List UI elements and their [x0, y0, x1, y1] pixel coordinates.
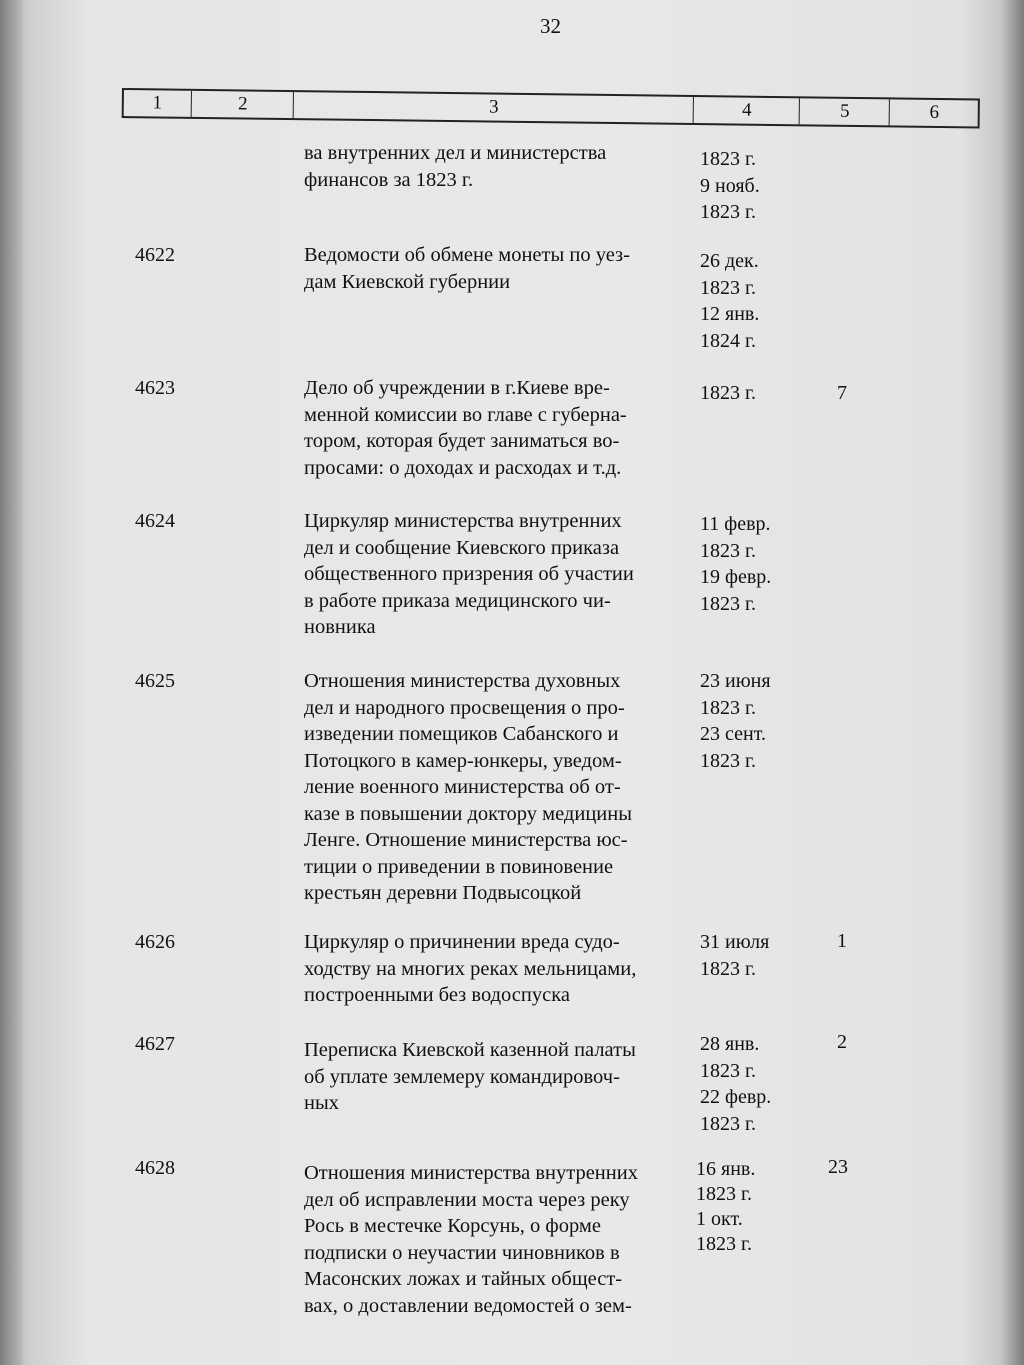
date-line: 22 февр.	[700, 1086, 772, 1108]
entry-description	[304, 242, 684, 295]
description-line: общественного призрения об участии	[304, 563, 634, 585]
page-number: 32	[540, 14, 561, 38]
entry-dates	[700, 668, 800, 774]
entry-number: 4628	[135, 1157, 175, 1179]
date-line: 16 янв.	[696, 1158, 756, 1180]
entry-number: 4625	[135, 670, 175, 692]
column-header-3: 3	[293, 92, 694, 123]
column-header-6: 6	[889, 99, 979, 126]
description-line: крестьян деревни Подвысоцкой	[304, 882, 582, 904]
date-line: 1823 г.	[700, 957, 756, 980]
description-line: в работе приказа медицинского чи-	[304, 589, 611, 612]
date-line: 1823 г.	[700, 696, 756, 719]
description-line: Отношения министерства духовных	[304, 670, 621, 692]
entry-number: 4622	[135, 244, 175, 266]
column-header-2: 2	[191, 91, 294, 118]
column-header-5: 5	[799, 98, 890, 125]
date-line: 9 нояб.	[700, 174, 760, 197]
entry-dates	[696, 1157, 796, 1257]
description-line: Масонских ложах и тайных общест-	[304, 1268, 623, 1290]
date-line: 31 июля	[700, 931, 770, 953]
description-line: Потоцкого в камер-юнкеры, уведом-	[304, 749, 622, 772]
description-line: тиции о приведении в повиновение	[304, 855, 614, 878]
description-line: Ленге. Отношение министерства юс-	[304, 829, 628, 851]
description-line: дам Киевской губернии	[304, 270, 511, 293]
description-line: ва внутренних дел и министерства	[304, 142, 607, 164]
entry-number: 4624	[135, 510, 175, 532]
column-header-1: 1	[152, 92, 163, 114]
date-line: 11 февр.	[700, 513, 771, 535]
entry-dates	[700, 380, 800, 407]
date-line: 1823 г.	[696, 1233, 752, 1255]
date-line: 1823 г.	[700, 1059, 756, 1082]
description-line: Рось в местечке Корсунь, о форме	[304, 1215, 601, 1237]
description-line: казе в повышении доктору медицины	[304, 802, 633, 825]
date-line: 26 дек.	[700, 250, 759, 272]
date-line: 1823 г.	[700, 148, 756, 170]
entry-description	[304, 1160, 684, 1319]
date-line: 1823 г.	[700, 1112, 756, 1135]
entry-dates	[700, 929, 800, 982]
description-line: дел и сообщение Киевского приказа	[304, 536, 620, 559]
description-line: об уплате землемеру командировоч-	[304, 1065, 620, 1088]
entry-description	[304, 1037, 684, 1117]
date-line: 1823 г.	[700, 382, 756, 404]
page-edge	[0, 0, 22, 1365]
date-line: 1 окт.	[696, 1208, 743, 1230]
description-line: дел и народного просвещения о про-	[304, 696, 625, 719]
entry-dates	[700, 511, 800, 617]
entry-sheets: 7	[837, 382, 847, 404]
entry-description	[304, 929, 684, 1009]
date-line: 1823 г.	[700, 539, 756, 562]
entry-sheets: 2	[837, 1031, 847, 1053]
column-header-4: 4	[693, 97, 800, 124]
column-header-row	[122, 88, 980, 128]
description-line: Отношения министерства внутренних	[304, 1162, 638, 1184]
description-line: Ведомости об обмене монеты по уез-	[304, 244, 630, 266]
description-line: подписки о неучастии чиновников в	[304, 1241, 620, 1264]
date-line: 1823 г.	[700, 276, 756, 299]
description-line: дел об исправлении моста через реку	[304, 1188, 630, 1211]
entry-description	[304, 508, 684, 641]
entry-description	[304, 375, 684, 481]
description-line: ных	[304, 1092, 339, 1114]
date-line: 23 сент.	[700, 723, 766, 745]
date-line: 1823 г.	[700, 201, 756, 223]
description-line: Циркуляр министерства внутренних	[304, 510, 622, 532]
entry-dates	[700, 1031, 800, 1137]
entry-dates	[700, 146, 800, 226]
description-line: Дело об учреждении в г.Киеве вре-	[304, 377, 610, 399]
date-line: 28 янв.	[700, 1033, 760, 1055]
description-line: менной комиссии во главе с губерна-	[304, 403, 627, 426]
description-line: изведении помещиков Сабанского и	[304, 723, 619, 745]
entry-number: 4626	[135, 931, 175, 953]
description-line: Переписка Киевской казенной палаты	[304, 1039, 636, 1061]
date-line: 12 янв.	[700, 303, 760, 325]
description-line: построенными без водоспуска	[304, 984, 570, 1006]
date-line: 23 июня	[700, 670, 771, 692]
description-line: вах, о доставлении ведомостей о зем-	[304, 1294, 632, 1317]
description-line: Циркуляр о причинении вреда судо-	[304, 931, 620, 953]
date-line: 1823 г.	[700, 749, 756, 772]
description-line: новника	[304, 616, 376, 638]
date-line: 1824 г.	[700, 329, 756, 352]
description-line: ходству на многих реках мельницами,	[304, 957, 637, 980]
entry-sheets: 23	[828, 1156, 848, 1178]
date-line: 19 февр.	[700, 566, 772, 588]
date-line: 1823 г.	[696, 1183, 752, 1205]
entry-number: 4623	[135, 377, 175, 399]
entry-sheets: 1	[837, 930, 847, 952]
description-line: тором, которая будет заниматься во-	[304, 430, 620, 452]
description-line: финансов за 1823 г.	[304, 168, 474, 191]
date-line: 1823 г.	[700, 592, 756, 615]
description-line: просами: о доходах и расходах и т.д.	[304, 456, 622, 479]
entry-description	[304, 668, 684, 907]
entry-number: 4627	[135, 1033, 175, 1055]
description-line: ление военного министерства об от-	[304, 776, 621, 798]
entry-dates	[700, 248, 800, 354]
entry-description	[304, 140, 684, 193]
